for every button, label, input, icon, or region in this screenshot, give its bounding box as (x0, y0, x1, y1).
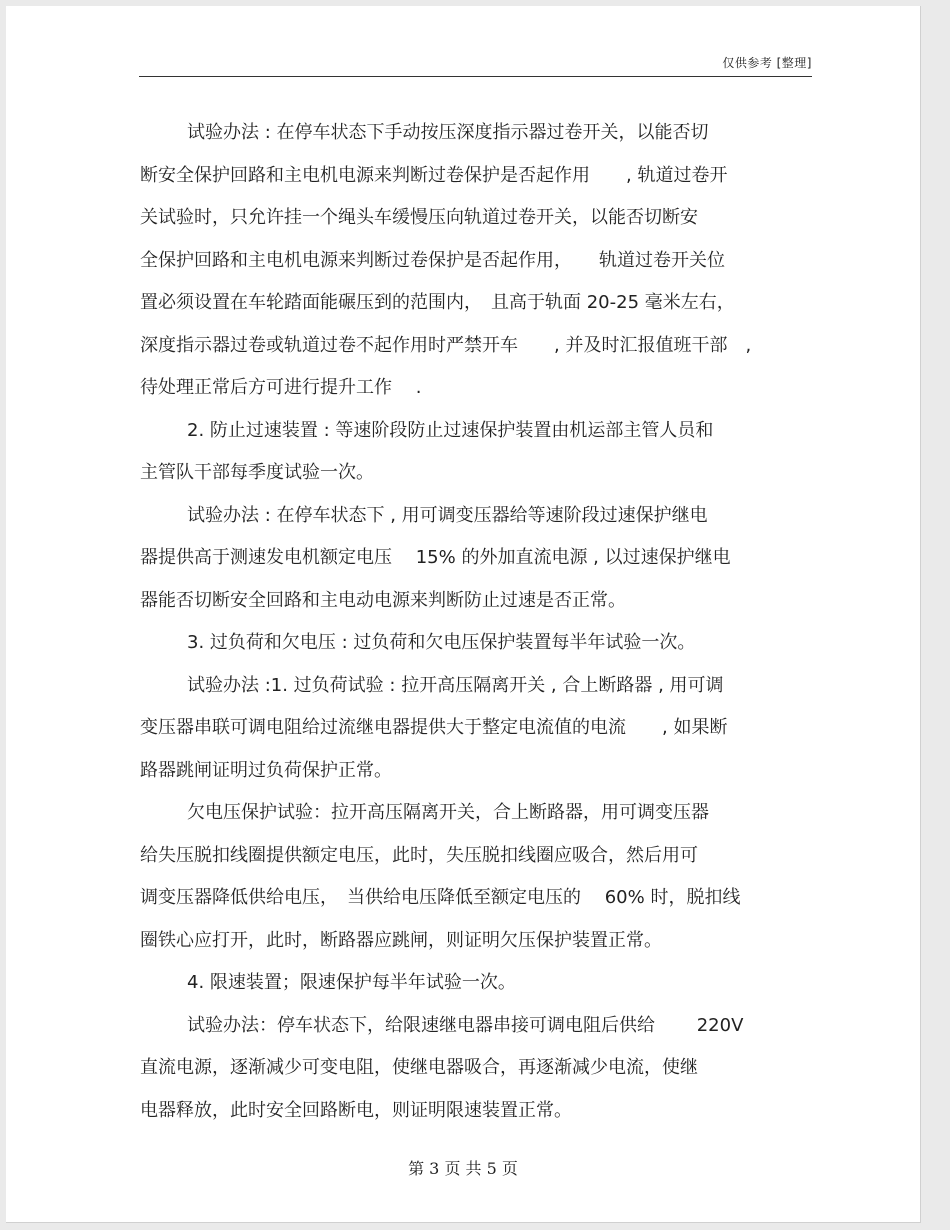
text-line: 路器跳闸证明过负荷保护正常。 (140, 759, 392, 781)
paragraph-1 (140, 112, 830, 410)
text-line: 圈铁心应打开，此时，断路器应跳闸，则证明欠压保护装置正常。 (140, 929, 662, 951)
text-line: 断安全保护回路和主电机电源来判断过卷保护是否起作用 , 轨道过卷开 (140, 164, 728, 186)
document-page (6, 6, 921, 1223)
text-line: 2. 防止过速装置 : 等速阶段防止过速保护装置由机运部主管人员和 (187, 419, 714, 441)
text-line: 试验办法：停车状态下，给限速继电器串接可调电阻后供给 220V (187, 1014, 744, 1036)
text-line: 3. 过负荷和欠电压 : 过负荷和欠电压保护装置每半年试验一次。 (187, 632, 696, 653)
text-line: 给失压脱扣线圈提供额定电压，此时，失压脱扣线圈应吸合，然后用可 (140, 844, 698, 866)
text-line: 置必须设置在车轮踏面能碾压到的范围内， 且高于轨面 20-25 毫米左右， (140, 292, 735, 313)
text-line: 调变压器降低供给电压， 当供给电压降低至额定电压的 60% 时，脱扣线 (140, 887, 741, 908)
text-line: 4. 限速装置；限速保护每半年试验一次。 (187, 972, 516, 993)
text-line: 试验办法 : 在停车状态下手动按压深度指示器过卷开关，以能否切 (187, 122, 709, 143)
text-line: 关试验时，只允许挂一个绳头车缓慢压向轨道过卷开关，以能否切断安 (140, 207, 698, 228)
text-line: 电器释放，此时安全回路断电，则证明限速装置正常。 (140, 1099, 572, 1121)
paragraph-8 (140, 1005, 830, 1133)
paragraph-3 (140, 495, 830, 623)
text-line: 全保护回路和主电机电源来判断过卷保护是否起作用， 轨道过卷开关位 (140, 249, 725, 271)
paragraph-6 (140, 792, 830, 962)
text-line: 待处理正常后方可进行提升工作 . (140, 377, 422, 398)
header-divider (139, 76, 812, 77)
text-line: 试验办法 : 在停车状态下 , 用可调变压器给等速阶段过速保护继电 (187, 504, 708, 526)
page-footer: 第 3 页 共 5 页 (408, 1159, 518, 1178)
text-line: 器能否切断安全回路和主电动电源来判断防止过速是否正常。 (140, 589, 626, 611)
document-body (140, 112, 830, 1132)
text-line: 主管队干部每季度试验一次。 (140, 462, 374, 483)
text-line: 欠电压保护试验：拉开高压隔离开关，合上断路器，用可调变压器 (187, 802, 709, 823)
text-line: 深度指示器过卷或轨道过卷不起作用时严禁开车 , 并及时汇报值班干部 , (140, 334, 752, 356)
text-line: 直流电源，逐渐减少可变电阻，使继电器吸合，再逐渐减少电流，使继 (140, 1057, 698, 1078)
paragraph-2 (140, 410, 830, 495)
text-line: 变压器串联可调电阻给过流继电器提供大于整定电流值的电流 , 如果断 (140, 717, 728, 738)
text-line: 试验办法 :1. 过负荷试验 : 拉开高压隔离开关 , 合上断路器 , 用可调 (187, 674, 724, 696)
text-line: 器提供高于测速发电机额定电压 15% 的外加直流电源 , 以过速保护继电 (140, 547, 731, 568)
paragraph-7 (140, 962, 830, 1005)
paragraph-4 (140, 622, 830, 665)
page-header: 仅供参考 [整理] (722, 56, 812, 70)
paragraph-5 (140, 665, 830, 793)
